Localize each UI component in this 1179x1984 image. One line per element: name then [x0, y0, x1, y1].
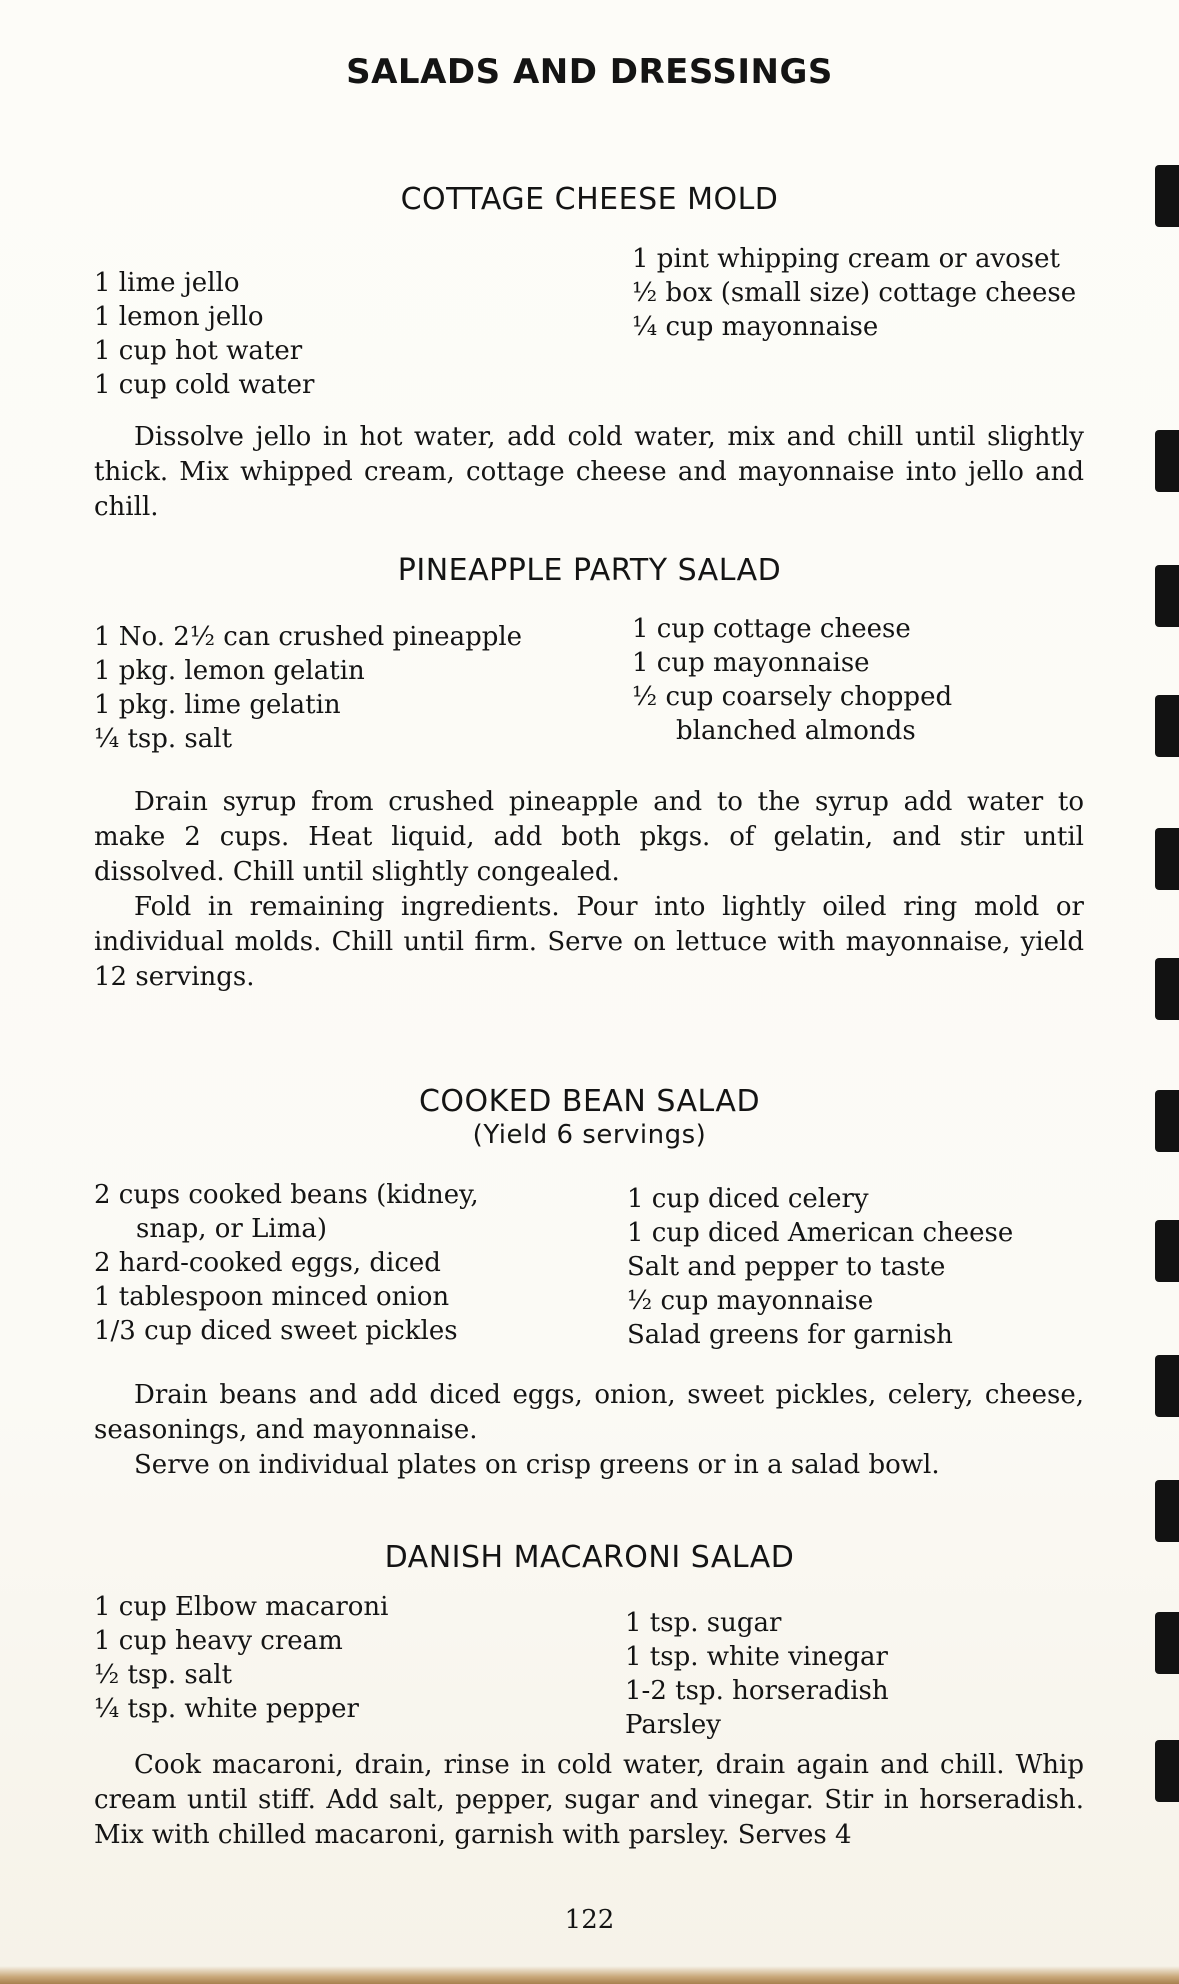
- ingredient: 1 cup diced American cheese: [627, 1218, 1014, 1248]
- recipe-directions: [94, 1378, 1084, 1483]
- binding-notch: [1155, 1612, 1179, 1674]
- direction-paragraph: Fold in remaining ingredients. Pour into lightly oiled ring mold or individual molds. Chill until firm. Serve on lettuce with mayonnaise, yield 12 servings.: [94, 892, 1084, 992]
- ingredient: ½ box (small size) cottage cheese: [632, 278, 1077, 308]
- ingredient: 1 cup Elbow macaroni: [94, 1592, 389, 1622]
- ingredient: 1 lemon jello: [94, 302, 264, 332]
- ingredient: ¼ tsp. salt: [94, 724, 233, 754]
- ingredient: 1 tsp. sugar: [625, 1608, 782, 1638]
- ingredient: ¼ tsp. white pepper: [94, 1694, 359, 1724]
- ingredients-right: [632, 242, 1076, 344]
- ingredient: snap, or Lima): [136, 1214, 327, 1244]
- ingredient: Parsley: [625, 1710, 721, 1740]
- ingredients-left: [94, 266, 314, 402]
- ingredient: 1 pkg. lemon gelatin: [94, 656, 365, 686]
- ingredient: 1 lime jello: [94, 268, 240, 298]
- recipe-title: PINEAPPLE PARTY SALAD: [397, 553, 782, 588]
- binding-notch: [1155, 1480, 1179, 1542]
- recipe-directions: [94, 420, 1084, 525]
- ingredient: 1 cup diced celery: [627, 1184, 869, 1214]
- binding-notch: [1155, 1355, 1179, 1417]
- ingredients-right: [632, 612, 952, 748]
- ingredients-left: [94, 1590, 389, 1726]
- recipe-title: DANISH MACARONI SALAD: [384, 1540, 795, 1575]
- ingredient: Salad greens for garnish: [627, 1320, 953, 1350]
- direction-paragraph: Dissolve jello in hot water, add cold water, mix and chill until slightly thick. Mix whipped cream, cottage cheese and mayonnaise into jello and chill.: [94, 422, 1084, 522]
- recipe-directions: [94, 1748, 1084, 1853]
- page-title: SALADS AND DRESSINGS: [346, 52, 833, 92]
- ingredient: ½ tsp. salt: [94, 1660, 233, 1690]
- ingredient: ¼ cup mayonnaise: [632, 312, 879, 342]
- recipe-subtitle: (Yield 6 servings): [472, 1120, 707, 1150]
- recipe-title: COTTAGE CHEESE MOLD: [400, 182, 779, 217]
- ingredient: 1 cup hot water: [94, 336, 303, 366]
- ingredient: 1 cup heavy cream: [94, 1626, 343, 1656]
- ingredient: 1 tablespoon minced onion: [94, 1282, 450, 1312]
- binding-notch: [1155, 430, 1179, 492]
- spiral-binding: [1139, 0, 1179, 1984]
- ingredient: blanched almonds: [676, 716, 916, 746]
- direction-paragraph: Drain beans and add diced eggs, onion, sweet pickles, celery, cheese, seasonings, and mayonnaise.: [94, 1380, 1084, 1445]
- binding-notch: [1155, 695, 1179, 757]
- ingredient: 1 tsp. white vinegar: [625, 1642, 888, 1672]
- binding-notch: [1155, 1740, 1179, 1802]
- ingredient: 1 pint whipping cream or avoset: [632, 244, 1060, 274]
- ingredients-right: [627, 1182, 1013, 1352]
- binding-notch: [1155, 828, 1179, 890]
- page-number: 122: [564, 1905, 615, 1935]
- ingredient: 1 No. 2½ can crushed pineapple: [94, 622, 523, 652]
- ingredients-left: [94, 1178, 479, 1348]
- page-edge: [0, 1966, 1179, 1984]
- ingredient: 1/3 cup diced sweet pickles: [94, 1316, 458, 1346]
- ingredient: 1-2 tsp. horseradish: [625, 1676, 889, 1706]
- ingredient: 1 pkg. lime gelatin: [94, 690, 341, 720]
- ingredient: Salt and pepper to taste: [627, 1252, 946, 1282]
- direction-paragraph: Drain syrup from crushed pineapple and to the syrup add water to make 2 cups. Heat liquid, add both pkgs. of gelatin, and stir until dissolved. Chill until slightly congealed.: [94, 787, 1084, 887]
- ingredient: 2 hard-cooked eggs, diced: [94, 1248, 441, 1278]
- ingredient: 1 cup mayonnaise: [632, 648, 870, 678]
- ingredient: 1 cup cottage cheese: [632, 614, 911, 644]
- recipe-title: COOKED BEAN SALAD: [418, 1084, 761, 1119]
- ingredient: ½ cup coarsely chopped: [632, 682, 953, 712]
- ingredients-left: [94, 620, 522, 756]
- ingredient: ½ cup mayonnaise: [627, 1286, 874, 1316]
- binding-notch: [1155, 958, 1179, 1020]
- ingredient: 2 cups cooked beans (kidney,: [94, 1180, 479, 1210]
- direction-paragraph: Serve on individual plates on crisp greens or in a salad bowl.: [134, 1450, 940, 1480]
- direction-paragraph: Cook macaroni, drain, rinse in cold water, drain again and chill. Whip cream until stiff. Add salt, pepper, sugar and vinegar. Stir in horseradish. Mix with chilled macaroni, garnish with parsley. Serves 4: [94, 1750, 1084, 1850]
- ingredient: 1 cup cold water: [94, 370, 315, 400]
- ingredients-right: [625, 1606, 889, 1742]
- binding-notch: [1155, 1220, 1179, 1282]
- recipe-directions: [94, 785, 1084, 995]
